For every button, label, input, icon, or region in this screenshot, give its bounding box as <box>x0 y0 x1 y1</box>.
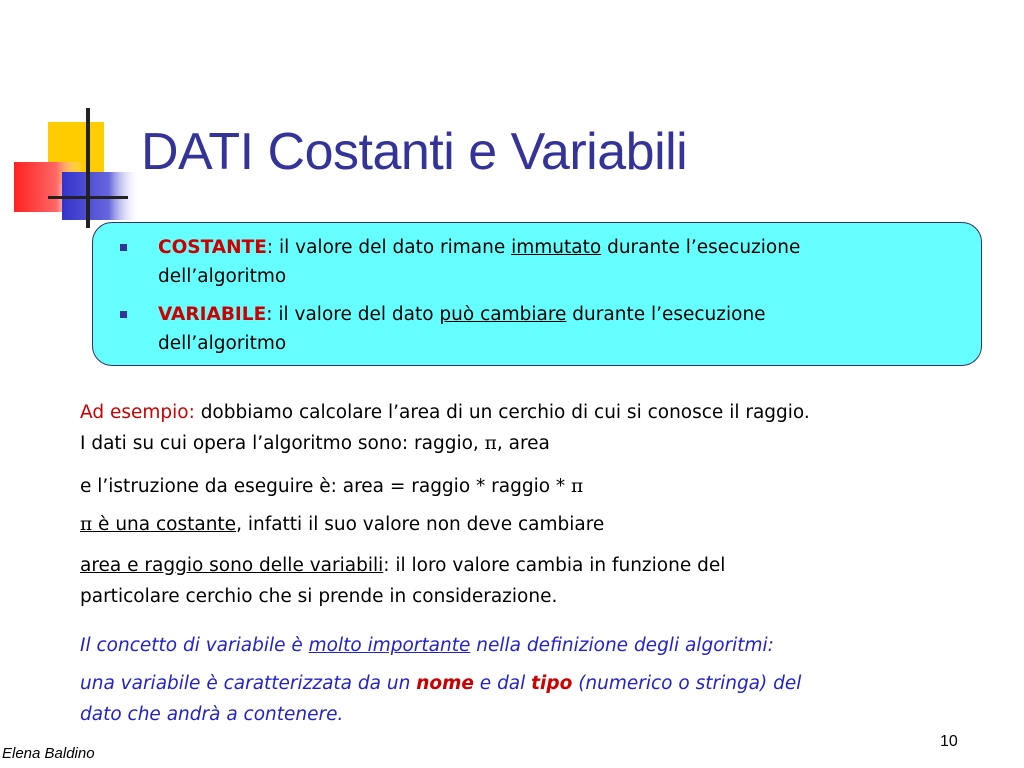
footer-author: Elena Baldino <box>2 745 95 762</box>
bullet-variabile: VARIABILE: il valore del dato può cambiare durante l’esecuzione dell’algoritmo <box>158 300 973 358</box>
example-line-1: Ad esempio: dobbiamo calcolare l’area di un cerchio di cui si conosce il raggio. <box>80 402 810 423</box>
underlined-pi-costante: π è una costante <box>80 514 237 535</box>
keyword-costante: COSTANTE <box>158 237 267 258</box>
concept-line-2: una variabile è caratterizzata da un nome e dal tipo (numerico o stringa) del <box>80 673 802 694</box>
underlined-puo-cambiare: può cambiare <box>439 304 567 325</box>
bullet-square-icon <box>120 244 127 251</box>
underlined-molto-importante: molto importante <box>308 635 471 656</box>
decorative-logo <box>0 0 140 240</box>
example-lead: Ad esempio: <box>80 402 195 423</box>
concept-line-3: dato che andrà a contenere. <box>80 704 344 725</box>
keyword-tipo: tipo <box>531 673 573 694</box>
underlined-immutato: immutato <box>511 237 602 258</box>
bullet-costante: COSTANTE: il valore del dato rimane immutato durante l’esecuzione dell’algoritmo <box>158 233 973 291</box>
keyword-variabile: VARIABILE <box>158 304 267 325</box>
pi-symbol: π <box>484 433 497 454</box>
pi-symbol: π <box>571 476 584 497</box>
example-line-2: I dati su cui opera l’algoritmo sono: raggio, π, area <box>80 433 550 454</box>
bullet-square-icon <box>120 311 127 318</box>
slide-title: DATI Costanti e Variabili <box>141 123 688 181</box>
example-line-5: area e raggio sono delle variabili: il loro valore cambia in funzione del <box>80 555 726 576</box>
concept-line-1: Il concetto di variabile è molto importante nella definizione degli algoritmi: <box>80 635 774 656</box>
underlined-variabili: area e raggio sono delle variabili <box>80 555 384 576</box>
example-line-3: e l’istruzione da eseguire è: area = raggio * raggio * π <box>80 476 584 497</box>
example-line-6: particolare cerchio che si prende in considerazione. <box>80 586 558 607</box>
example-line-4: π è una costante, infatti il suo valore non deve cambiare <box>80 514 605 535</box>
page-number: 10 <box>940 733 958 750</box>
keyword-nome: nome <box>416 673 474 694</box>
